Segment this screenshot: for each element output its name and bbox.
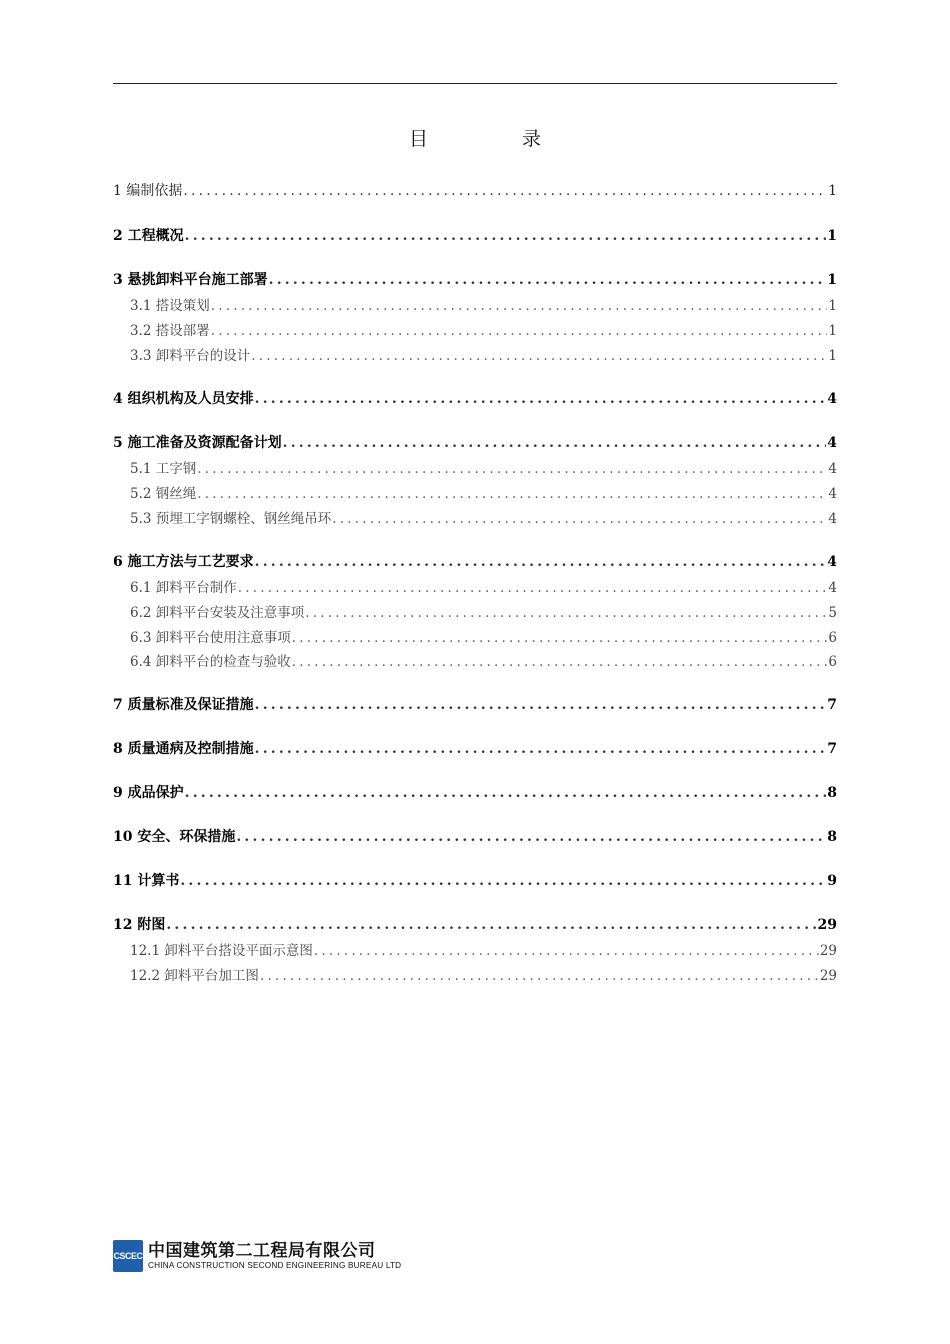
- company-logo-icon: [113, 1240, 143, 1272]
- toc-entry-page: 4: [828, 486, 837, 502]
- toc-entry-page: 4: [827, 391, 837, 407]
- header-rule: [113, 83, 837, 84]
- toc-entry-page: 8: [827, 829, 837, 845]
- toc-entry-page: 8: [827, 785, 837, 801]
- toc-entry-page: 1: [827, 228, 837, 244]
- toc-entry[interactable]: [113, 432, 837, 452]
- toc-entry-label: 3.2 搭设部署: [130, 323, 210, 339]
- toc-entry-label: 12.2 卸料平台加工图: [130, 968, 259, 984]
- toc-entry-label: 2 工程概况: [113, 228, 184, 244]
- toc-entry[interactable]: [130, 576, 837, 596]
- toc-leader-dots: [166, 917, 816, 933]
- toc-entry-page: 4: [827, 554, 837, 570]
- toc-entry[interactable]: [130, 294, 837, 314]
- toc-entry[interactable]: [113, 269, 837, 289]
- toc-leader-dots: [332, 511, 827, 527]
- toc-entry-label: 3.1 搭设策划: [130, 298, 210, 314]
- toc-entry[interactable]: [113, 870, 837, 890]
- toc-entry-page: 1: [828, 323, 837, 339]
- toc-entry[interactable]: [113, 826, 837, 846]
- toc-entry-page: 29: [819, 968, 837, 984]
- toc-leader-dots: [305, 605, 827, 621]
- toc-entry-page: 29: [817, 917, 837, 933]
- toc-entry-label: 6.3 卸料平台使用注意事项: [130, 630, 291, 646]
- toc-entry-page: 4: [828, 461, 837, 477]
- toc-entry-page: 29: [819, 943, 837, 959]
- toc-entry-page: 1: [828, 183, 837, 199]
- toc-entry-label: 6.2 卸料平台安装及注意事项: [130, 605, 305, 621]
- toc-entry-page: 5: [828, 605, 837, 621]
- logo-mark-text: CSCEC: [113, 1250, 143, 1261]
- toc-entry[interactable]: [130, 939, 837, 959]
- toc-leader-dots: [283, 435, 827, 451]
- toc-leader-dots: [251, 348, 827, 364]
- toc-leader-dots: [197, 461, 827, 477]
- company-name-cn: 中国建筑第二工程局有限公司: [148, 1241, 376, 1261]
- toc-entry[interactable]: [130, 457, 837, 477]
- toc-entry[interactable]: [130, 507, 837, 527]
- toc-entry-page: 6: [828, 654, 837, 670]
- toc-leader-dots: [314, 943, 819, 959]
- toc-entry-page: 7: [827, 697, 837, 713]
- toc-leader-dots: [255, 741, 827, 757]
- toc-entry-page: 9: [827, 873, 837, 889]
- toc-entry-label: 7 质量标准及保证措施: [113, 697, 254, 713]
- toc-entry-label: 10 安全、环保措施: [113, 829, 236, 845]
- toc-entry-label: 6.4 卸料平台的检查与验收: [130, 654, 291, 670]
- toc-entry[interactable]: [113, 225, 837, 245]
- toc-leader-dots: [211, 323, 828, 339]
- toc-entry-label: 8 质量通病及控制措施: [113, 741, 254, 757]
- toc-entry-label: 4 组织机构及人员安排: [113, 391, 254, 407]
- page-title: 目 录: [408, 128, 586, 150]
- toc-entry-label: 5 施工准备及资源配备计划: [113, 435, 282, 451]
- toc-entry-label: 5.1 工字钢: [130, 461, 197, 477]
- toc-entry-label: 5.2 钢丝绳: [130, 486, 197, 502]
- toc-entry-page: 6: [828, 630, 837, 646]
- toc-entry-label: 6 施工方法与工艺要求: [113, 554, 254, 570]
- toc-entry-label: 5.3 预埋工字钢螺栓、钢丝绳吊环: [130, 511, 332, 527]
- toc-entry-page: 1: [828, 348, 837, 364]
- toc-entry-label: 12 附图: [113, 917, 166, 933]
- toc-entry-label: 3 悬挑卸料平台施工部署: [113, 272, 268, 288]
- toc-entry[interactable]: [130, 650, 837, 670]
- toc-entry[interactable]: [113, 782, 837, 802]
- toc-leader-dots: [255, 391, 827, 407]
- toc-leader-dots: [292, 630, 828, 646]
- toc-entry-label: 9 成品保护: [113, 785, 184, 801]
- toc-leader-dots: [255, 697, 827, 713]
- toc-entry[interactable]: [130, 626, 837, 646]
- toc-entry[interactable]: [130, 319, 837, 339]
- toc-entry-page: 4: [828, 511, 837, 527]
- toc-leader-dots: [183, 183, 827, 199]
- toc-entry-page: 1: [828, 298, 837, 314]
- company-logo: [113, 1238, 401, 1274]
- toc-leader-dots: [238, 580, 828, 596]
- toc-leader-dots: [185, 785, 827, 801]
- toc-leader-dots: [260, 968, 819, 984]
- toc-leader-dots: [292, 654, 828, 670]
- toc-leader-dots: [197, 486, 827, 502]
- toc-entry-label: 3.3 卸料平台的设计: [130, 348, 251, 364]
- toc-leader-dots: [255, 554, 827, 570]
- toc-entry-page: 4: [827, 435, 837, 451]
- toc-entry[interactable]: [130, 482, 837, 502]
- toc-entry-page: 7: [827, 741, 837, 757]
- toc-entry[interactable]: [113, 180, 837, 200]
- toc-entry[interactable]: [130, 964, 837, 984]
- toc-entry[interactable]: [113, 694, 837, 714]
- toc-leader-dots: [269, 272, 827, 288]
- toc-entry-label: 11 计算书: [113, 873, 180, 889]
- toc-entry[interactable]: [113, 738, 837, 758]
- toc-entry[interactable]: [130, 344, 837, 364]
- toc-entry-label: 6.1 卸料平台制作: [130, 580, 237, 596]
- toc-entry[interactable]: [113, 388, 837, 408]
- toc-entry-label: 1 编制依据: [113, 183, 183, 199]
- toc-leader-dots: [185, 228, 827, 244]
- toc-entry[interactable]: [113, 914, 837, 934]
- toc-entry[interactable]: [130, 601, 837, 621]
- toc-leader-dots: [211, 298, 828, 314]
- toc-leader-dots: [180, 873, 826, 889]
- company-name-en: CHINA CONSTRUCTION SECOND ENGINEERING BUREAU LTD: [148, 1261, 402, 1270]
- toc-entry-page: 4: [828, 580, 837, 596]
- toc-entry[interactable]: [113, 551, 837, 571]
- toc-entry-page: 1: [827, 272, 837, 288]
- toc-leader-dots: [236, 829, 826, 845]
- toc-entry-label: 12.1 卸料平台搭设平面示意图: [130, 943, 313, 959]
